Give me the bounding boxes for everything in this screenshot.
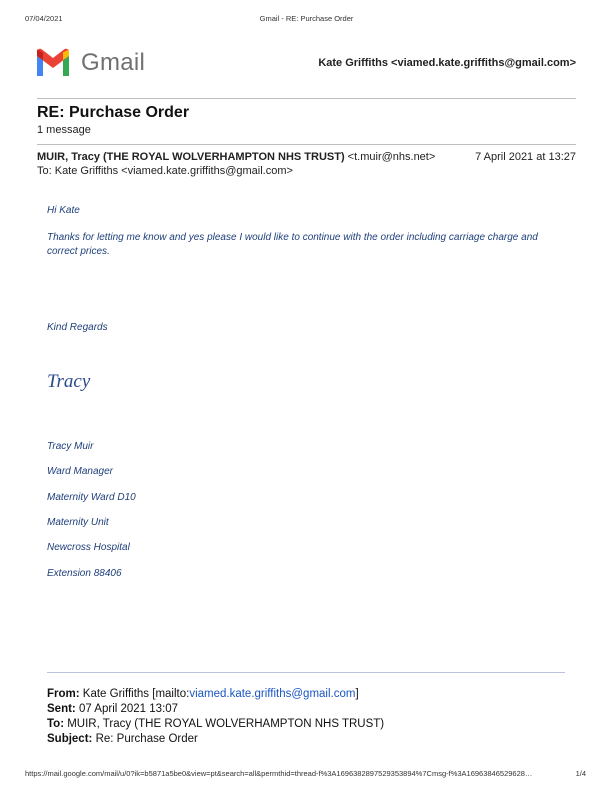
quoted-subject (47, 733, 198, 745)
quoted-from-link[interactable]: viamed.kate.griffiths@gmail.com (189, 688, 356, 700)
quoted-subject-value: Re: Purchase Order (92, 733, 198, 745)
quoted-from (47, 688, 359, 700)
gmail-m-icon (35, 48, 71, 78)
gmail-logo[interactable] (35, 48, 153, 80)
signature-line: Newcross Hospital (47, 542, 130, 553)
quoted-sent (47, 703, 178, 715)
quoted-from-label: From: (47, 688, 80, 700)
signature-line: Extension 88406 (47, 568, 122, 579)
message-body: Thanks for letting me know and yes please I would like to continue with the order including carriage charge and correct prices. (47, 232, 538, 257)
gmail-wordmark: Gmail (81, 49, 146, 76)
message-count: 1 message (37, 124, 91, 136)
thread-subject: RE: Purchase Order (37, 104, 190, 121)
sender-name: MUIR, Tracy (THE ROYAL WOLVERHAMPTON NHS TRUST) (37, 151, 345, 163)
sender-email[interactable]: <t.muir@nhs.net> (344, 151, 436, 163)
account-label: Kate Griffiths <viamed.kate.griffiths@gmail.com> (318, 57, 576, 69)
quoted-sent-label: Sent: (47, 703, 76, 715)
print-date: 07/04/2021 (25, 14, 63, 23)
quoted-to (47, 718, 384, 730)
signature-line: Tracy Muir (47, 441, 94, 452)
recipient-line: To: Kate Griffiths <viamed.kate.griffiths@gmail.com> (37, 165, 293, 177)
subject-divider (37, 144, 576, 145)
signature-line: Maternity Unit (47, 517, 109, 528)
greeting: Hi Kate (47, 205, 80, 216)
quoted-from-value: Kate Griffiths [mailto: (79, 688, 190, 700)
quoted-to-label: To: (47, 718, 65, 730)
header-divider (37, 98, 576, 99)
quoted-subject-label: Subject: (47, 733, 93, 745)
sender-line (37, 151, 435, 163)
page-url: https://mail.google.com/mail/u/0?ik=b5871a5be0&view=pt&search=all&permthid=thread-f%3A1696382897529353894%7Cmsg-f%3A16963846529628… (25, 769, 533, 778)
signature-line: Ward Manager (47, 466, 113, 477)
quoted-sent-value: 07 April 2021 13:07 (75, 703, 179, 715)
quoted-from-end: ] (355, 688, 359, 700)
signature-line: Maternity Ward D10 (47, 492, 136, 503)
closing: Kind Regards (47, 322, 108, 333)
message-date: 7 April 2021 at 13:27 (475, 151, 576, 163)
print-title: Gmail - RE: Purchase Order (259, 14, 354, 23)
quoted-to-value: MUIR, Tracy (THE ROYAL WOLVERHAMPTON NHS TRUST) (64, 718, 385, 730)
quote-divider (47, 672, 565, 673)
signature-name: Tracy (47, 371, 91, 392)
page-number: 1/4 (575, 769, 586, 778)
